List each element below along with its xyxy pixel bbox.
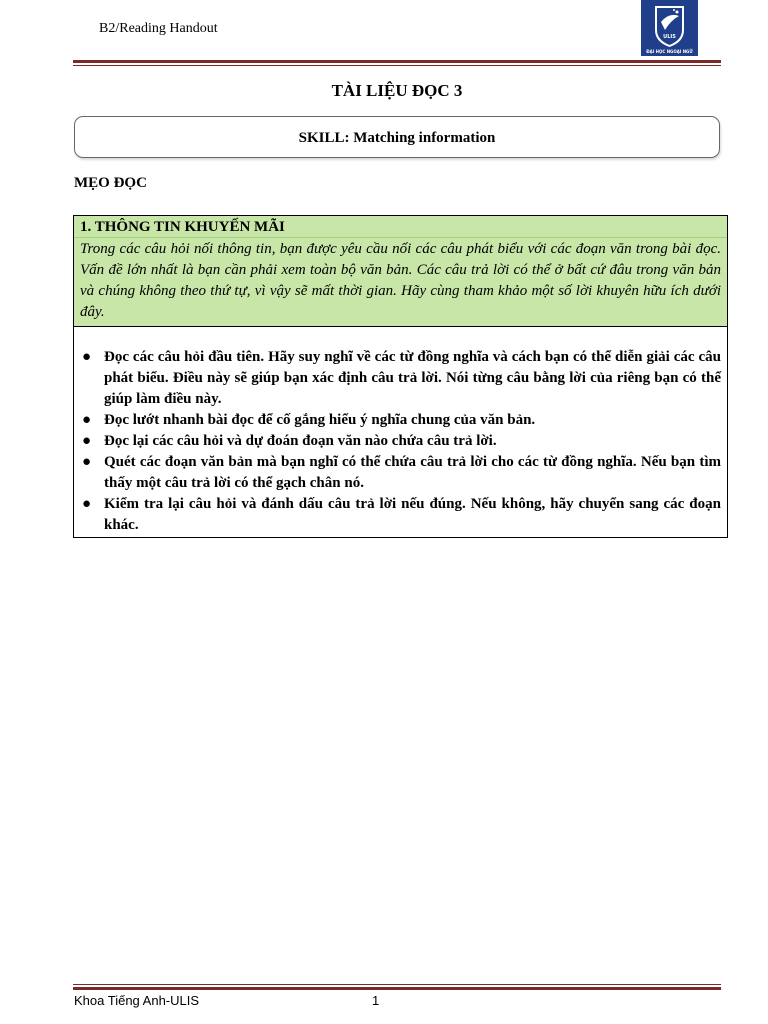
- footer-rule-thick: [73, 987, 721, 990]
- tip-box-intro: Trong các câu hỏi nối thông tin, bạn được yêu cầu nối các câu phát biểu với các đoạn văn trong bài đọc. Vấn đề lớn nhất là bạn cần phải xem toàn bộ văn bản. Các câu trả lời có thể ở bất cứ đâu trong văn bản và chúng không theo thứ tự, vì vậy sẽ mất thời gian. Hãy cùng tham khảo một số lời khuyên hữu ích dưới đây.: [80, 241, 721, 320]
- list-item-text: Quét các đoạn văn bản mà bạn nghĩ có thể chứa câu trả lời cho các từ đồng nghĩa. Nếu bạn tìm thấy một câu trả lời có thể gạch chân nó.: [104, 454, 721, 491]
- list-item-text: Đọc lại các câu hỏi và dự đoán đoạn văn nào chứa câu trả lời.: [104, 433, 497, 449]
- tip-box-header: [74, 216, 727, 327]
- skill-box: [74, 116, 720, 158]
- page-number: 1: [372, 993, 380, 1008]
- list-item-text: Đọc các câu hỏi đầu tiên. Hãy suy nghĩ về các từ đồng nghĩa và cách bạn có thể diễn giải các câu phát biểu. Điều này sẽ giúp bạn xác định câu trả lời. Nói từng câu bằng lời của riêng bạn có thể giúp làm điều này.: [104, 349, 721, 407]
- list-item: [80, 452, 721, 494]
- skill-label: SKILL:: [298, 130, 350, 146]
- page-title: TÀI LIỆU ĐỌC 3: [331, 81, 463, 100]
- list-item: [80, 347, 721, 410]
- header-rule-thin: [73, 65, 721, 66]
- list-item-text: Kiểm tra lại câu hỏi và đánh dấu câu trả lời nếu đúng. Nếu không, hãy chuyển sang các đoạn khác.: [104, 496, 721, 533]
- footer-rule-thin: [73, 984, 721, 985]
- list-item: [80, 494, 721, 536]
- bullet-icon: ●: [82, 349, 92, 365]
- footer-department: Khoa Tiếng Anh-ULIS: [74, 993, 200, 1008]
- tip-box-title: 1. THÔNG TIN KHUYẾN MÃI: [74, 216, 727, 238]
- bullet-icon: ●: [82, 454, 92, 470]
- bullet-icon: ●: [82, 412, 92, 428]
- header-rule-thick: [73, 60, 721, 63]
- section-heading: MẸO ĐỌC: [74, 175, 147, 191]
- bullet-icon: ●: [82, 433, 92, 449]
- list-item: [80, 431, 721, 452]
- logo-bottom-text: ĐẠI HỌC NGOẠI NGỮ: [646, 49, 693, 54]
- tip-box: [73, 215, 728, 538]
- tip-list: [74, 327, 727, 537]
- ulis-logo: [641, 0, 698, 56]
- bullet-icon: ●: [82, 496, 92, 512]
- list-item: [80, 410, 721, 431]
- skill-value: Matching information: [353, 130, 496, 146]
- logo-top-text: ULIS: [663, 34, 676, 40]
- list-item-text: Đọc lướt nhanh bài đọc để cố gắng hiểu ý nghĩa chung của văn bản.: [104, 412, 536, 428]
- header-doc-label: B2/Reading Handout: [99, 21, 218, 36]
